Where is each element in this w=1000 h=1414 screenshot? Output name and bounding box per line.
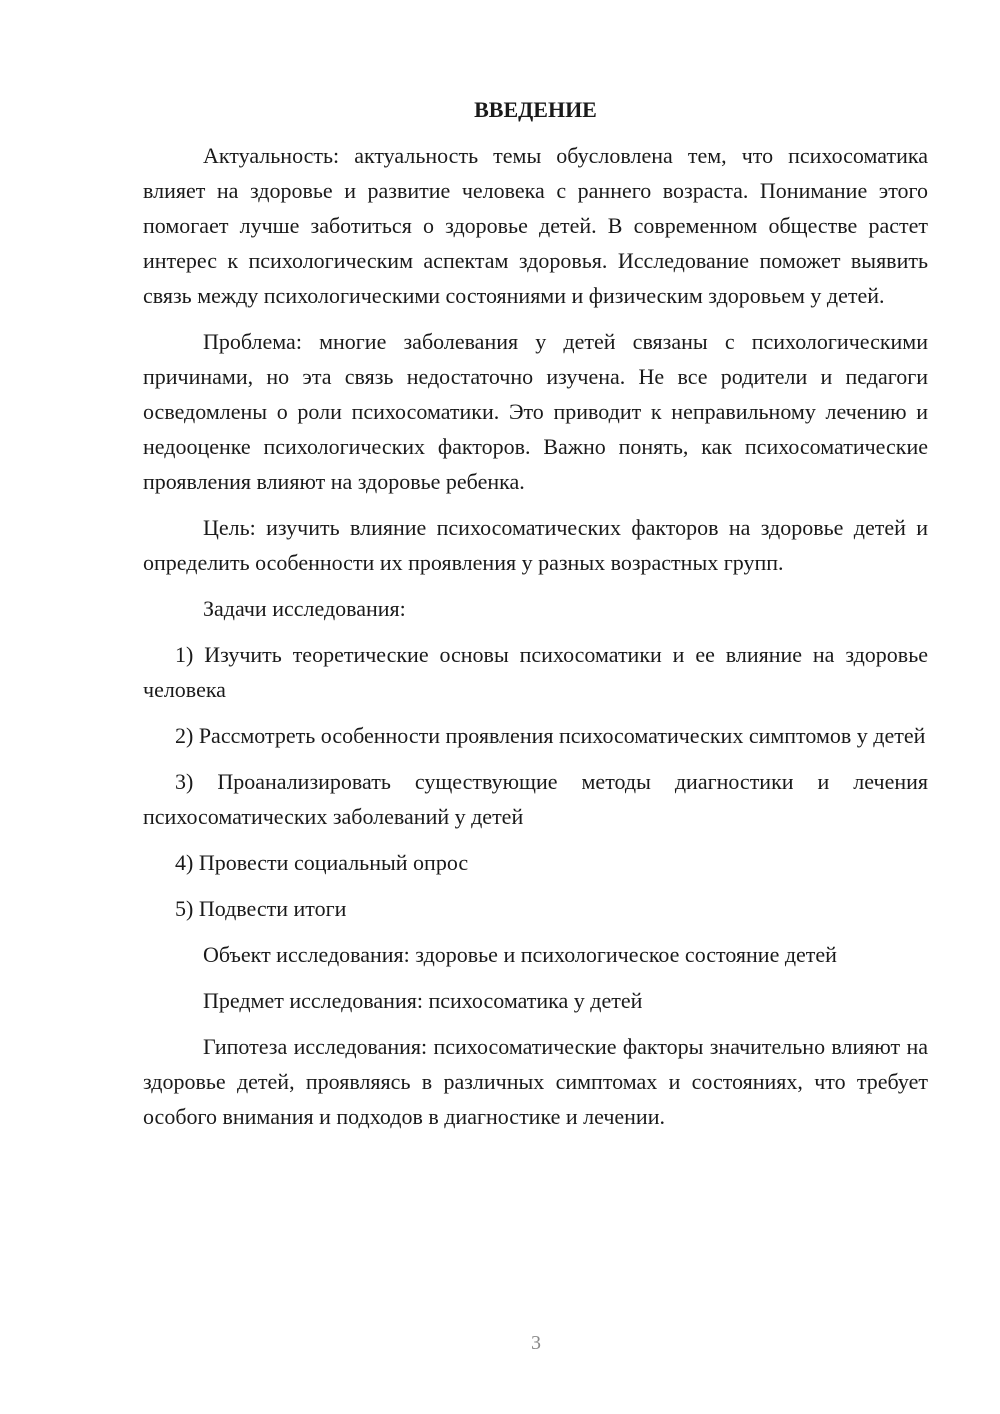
tasks-heading: Задачи исследования:: [203, 596, 406, 621]
problem-paragraph: Проблема: многие заболевания у детей связаны с психологическими причинами, но эта связь недостаточно изучена. Не все родители и педагоги осведомлены о роли психосоматики. Это приводит к неправильному лечению и недооценке психологических факторов. Важно понять, как психосоматические проявления влияют на здоровье ребенка.: [143, 329, 928, 494]
page-number: 3: [531, 1332, 541, 1354]
task-item-3: 3) Проанализировать существующие методы диагностики и лечения психосоматических заболеваний у детей: [143, 769, 928, 829]
document-page: [143, 92, 928, 1145]
hypothesis-paragraph: Гипотеза исследования: психосоматические факторы значительно влияют на здоровье детей, проявляясь в различных симптомах и состояниях, что требует особого внимания и подходов в диагностике и лечении.: [143, 1034, 928, 1129]
task-item-5: 5) Подвести итоги: [175, 896, 347, 921]
goal-paragraph: Цель: изучить влияние психосоматических факторов на здоровье детей и определить особенности их проявления у разных возрастных групп.: [143, 515, 928, 575]
task-item-4: 4) Провести социальный опрос: [175, 850, 469, 875]
task-item-1: 1) Изучить теоретические основы психосоматики и ее влияние на здоровье человека: [143, 642, 928, 702]
research-object: Объект исследования: здоровье и психологическое состояние детей: [203, 942, 837, 967]
task-item-2: 2) Рассмотреть особенности проявления психосоматических симптомов у детей: [175, 723, 926, 748]
relevance-paragraph: Актуальность: актуальность темы обусловлена тем, что психосоматика влияет на здоровье и развитие человека с раннего возраста. Понимание этого помогает лучше заботиться о здоровье детей. В современном обществе растет интерес к психологическим аспектам здоровья. Исследование поможет выявить связь между психологическими состояниями и физическим здоровьем у детей.: [143, 143, 928, 308]
page-title: ВВЕДЕНИЕ: [474, 97, 597, 122]
research-subject: Предмет исследования: психосоматика у детей: [203, 988, 643, 1013]
